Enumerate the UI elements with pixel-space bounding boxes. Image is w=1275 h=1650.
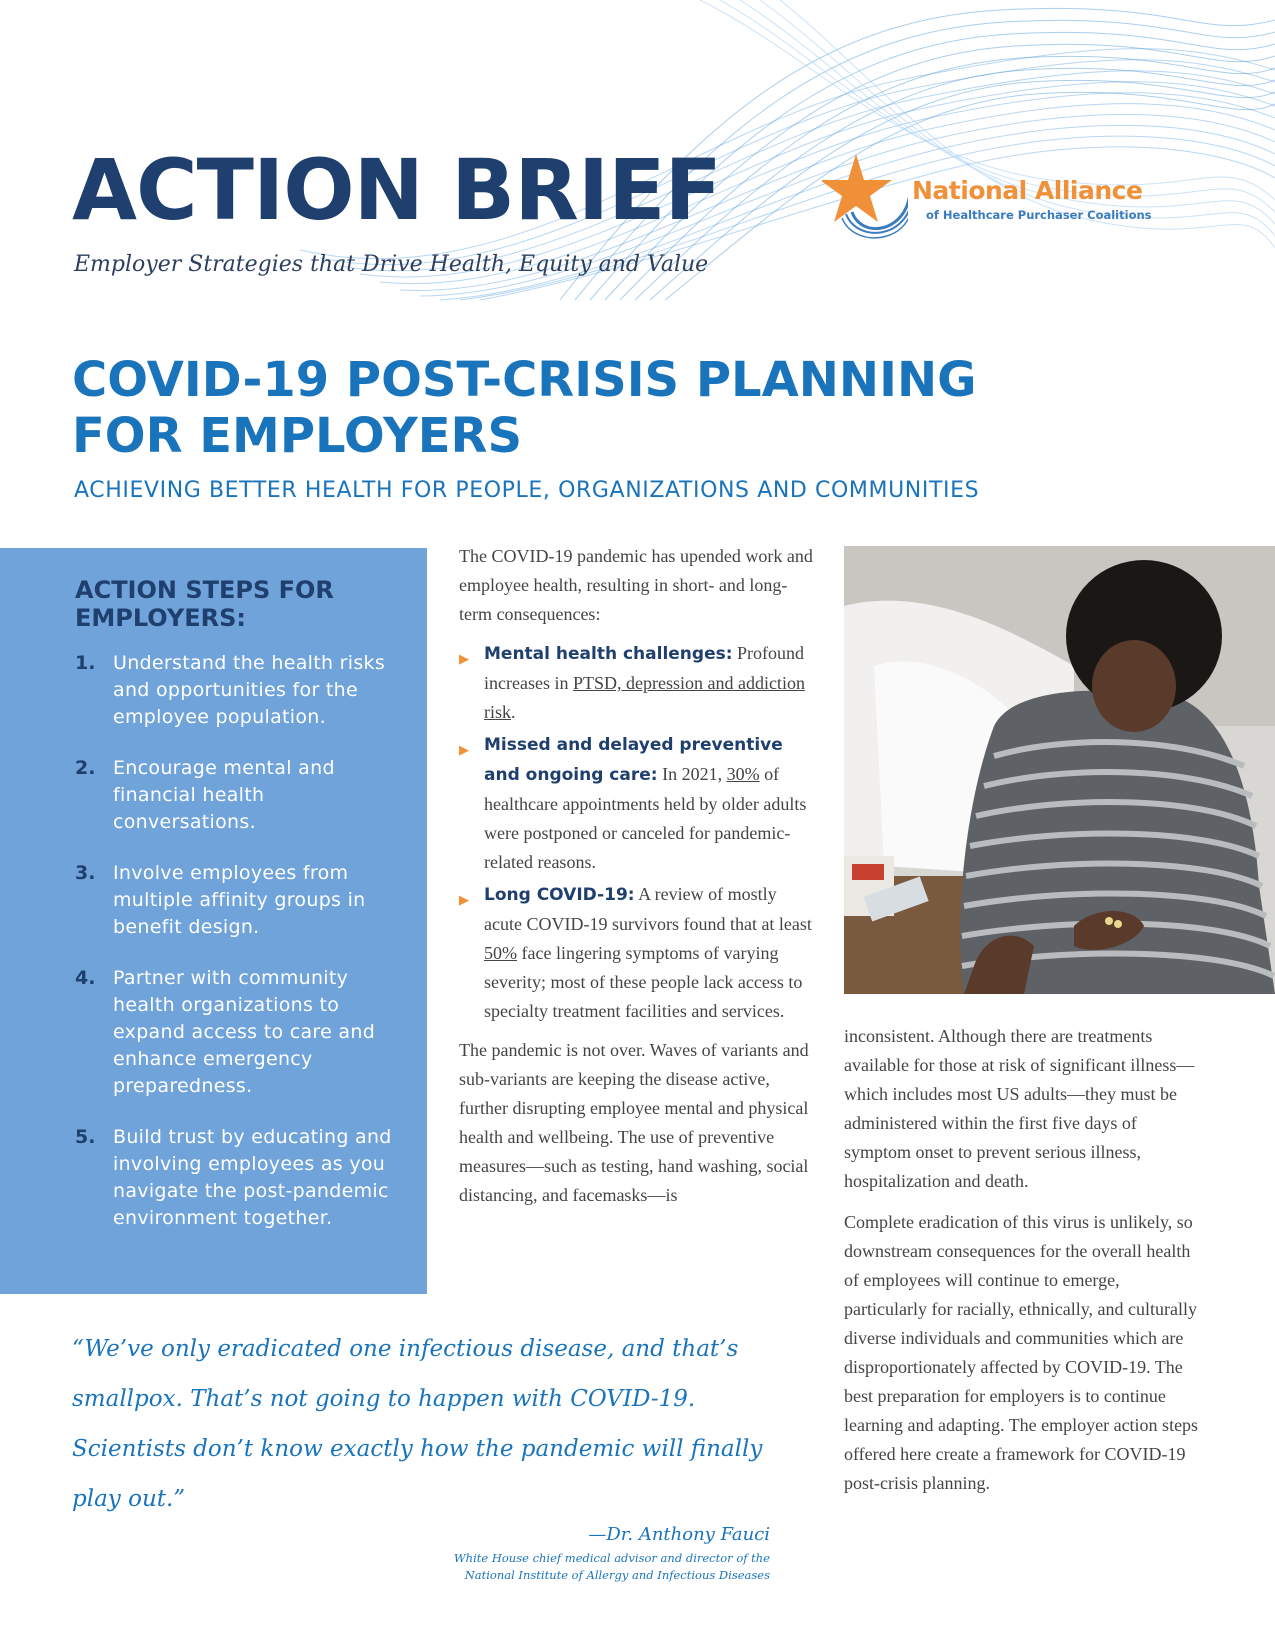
logo-subname: of Healthcare Purchaser Coalitions xyxy=(926,208,1152,222)
main-title-line-1: COVID-19 POST-CRISIS PLANNING xyxy=(72,352,977,408)
source-link[interactable]: 50% xyxy=(484,943,517,963)
fauci-quote: “We’ve only eradicated one infectious disease, and that’s smallpox. That’s not going to happen with COVID-19. Scientists don’t know exactly how the pandemic will finally play out.” xyxy=(72,1336,763,1512)
logo-name: National Alliance xyxy=(912,176,1143,205)
organization-logo xyxy=(822,152,1202,242)
eradication-paragraph: Complete eradication of this virus is unlikely, so downstream consequences for the overall health of employees will continue to emerge, particularly for racially, ethnically, and culturally diverse individuals and communities which are disproportionately affected by COVID-19. The best preparation for employers is to continue learning and adapting. The employer action steps offered here create a framework for COVID-19 post-crisis planning. xyxy=(844,1212,1199,1493)
bullet-text: of healthcare appointments held by older adults were postponed or canceled for pandemic-related reasons. xyxy=(484,764,807,872)
step-text: Partner with community health organizations to expand access to care and enhance emergency preparedness. xyxy=(113,967,376,1097)
body-column-middle xyxy=(459,542,819,1210)
pandemic-paragraph-start: The pandemic is not over. Waves of variants and sub-variants are keeping the disease active, further disrupting employee mental and physical health and wellbeing. The use of preventive measures—such as testing, hand washing, social distancing, and facemasks—is xyxy=(459,1040,809,1205)
triangle-bullet-icon: ▶ xyxy=(459,892,469,907)
bullet-text: Profound increases in xyxy=(484,643,805,693)
bullet-text: A review of mostly acute COVID-19 survivors found that at least xyxy=(484,884,812,934)
photo-illustration xyxy=(844,546,1275,994)
brief-title: ACTION BRIEF xyxy=(72,141,721,239)
step-number: 3. xyxy=(75,862,96,884)
quote-attribution xyxy=(380,1550,770,1584)
triangle-bullet-icon: ▶ xyxy=(459,651,469,666)
step-text: Encourage mental and financial health conversations. xyxy=(113,757,335,833)
step-text: Build trust by educating and involving employees as you navigate the post-pandemic environment together. xyxy=(113,1126,392,1229)
bullet-lead: Mental health challenges: xyxy=(484,644,733,664)
main-title xyxy=(72,352,1222,464)
quote-role-line-1: White House chief medical advisor and director of the xyxy=(453,1551,770,1565)
action-steps-heading: ACTION STEPS FOR EMPLOYERS: xyxy=(75,576,334,632)
step-text: Involve employees from multiple affinity groups in benefit design. xyxy=(113,862,366,938)
action-step xyxy=(75,860,405,941)
bullet-text: In 2021, xyxy=(657,764,727,784)
step-number: 4. xyxy=(75,967,96,989)
action-step xyxy=(75,755,405,836)
action-step xyxy=(75,1124,405,1232)
quote-role-line-2: National Institute of Allergy and Infectious Diseases xyxy=(464,1568,770,1582)
action-step xyxy=(75,965,405,1100)
brief-tagline: Employer Strategies that Drive Health, Equity and Value xyxy=(74,252,709,277)
source-link[interactable]: 30% xyxy=(726,764,760,784)
bullet-lead: Missed and delayed preventive and ongoing care: xyxy=(484,735,783,785)
main-subtitle: ACHIEVING BETTER HEALTH FOR PEOPLE, ORGANIZATIONS AND COMMUNITIES xyxy=(74,478,980,503)
consequence-item xyxy=(459,639,819,727)
triangle-bullet-icon: ▶ xyxy=(459,742,469,757)
bullet-text: . xyxy=(511,702,516,722)
quote-author: —Dr. Anthony Fauci xyxy=(588,1524,770,1545)
action-steps-list xyxy=(75,650,405,1256)
step-text: Understand the health risks and opportunities for the employee population. xyxy=(113,652,386,728)
step-number: 1. xyxy=(75,652,96,674)
woman-with-pills-photo xyxy=(844,546,1275,994)
bullet-text: face lingering symptoms of varying severity; most of these people lack access to specialty treatment facilities and services. xyxy=(484,943,803,1021)
action-steps-panel xyxy=(0,548,427,1294)
body-column-right xyxy=(844,1022,1204,1498)
intro-paragraph: The COVID-19 pandemic has upended work and employee health, resulting in short- and long-term consequences: xyxy=(459,546,813,624)
main-title-line-2: FOR EMPLOYERS xyxy=(72,408,523,464)
step-number: 2. xyxy=(75,757,96,779)
pandemic-paragraph-end: inconsistent. Although there are treatments available for those at risk of significant illness—which includes most US adults—they must be administered within the first five days of symptom onset to prevent serious illness, hospitalization and death. xyxy=(844,1026,1195,1191)
consequences-list xyxy=(459,639,819,1026)
star-swoosh-icon xyxy=(822,152,908,242)
action-step xyxy=(75,650,405,731)
step-number: 5. xyxy=(75,1126,96,1148)
source-link[interactable]: PTSD, depression and addiction risk xyxy=(484,673,805,722)
bullet-lead: Long COVID-19: xyxy=(484,885,635,905)
consequence-item xyxy=(459,880,819,1026)
consequence-item xyxy=(459,730,819,877)
